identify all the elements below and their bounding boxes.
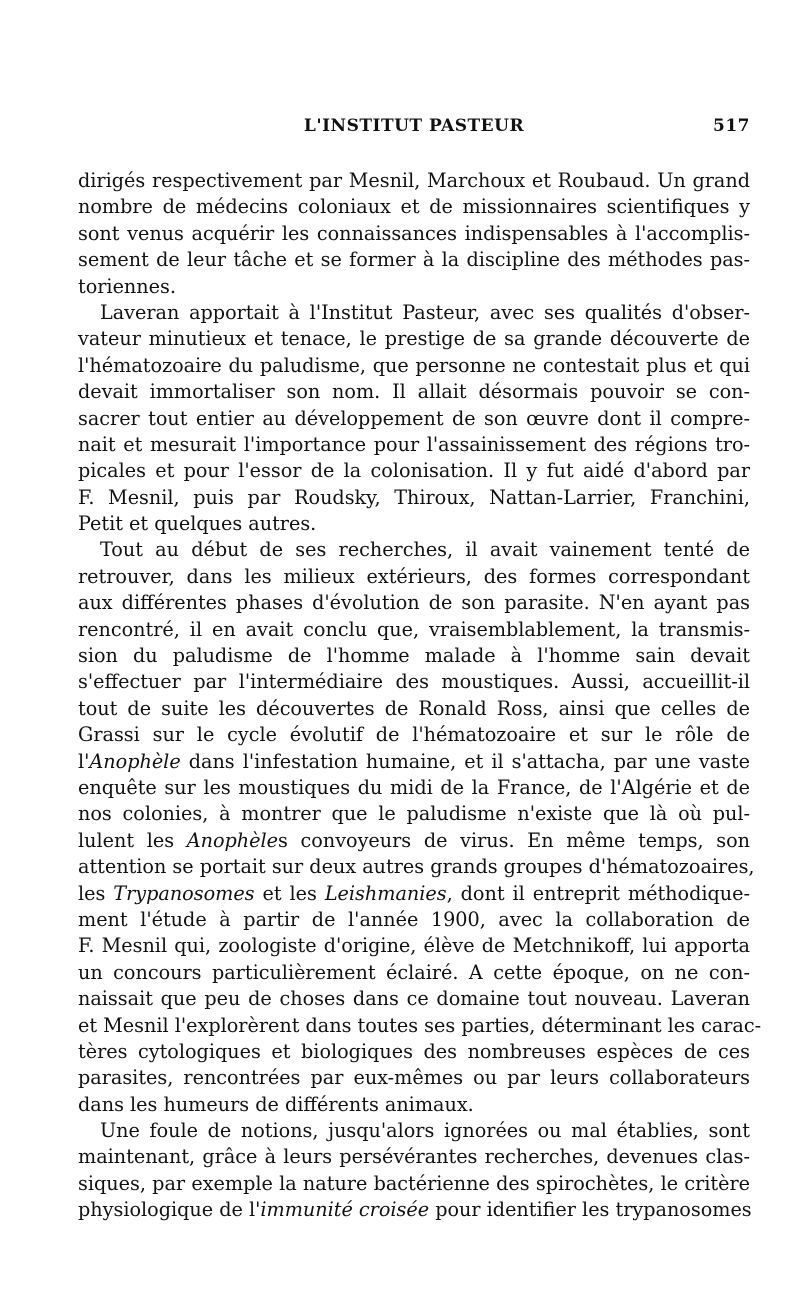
page-number: 517 (713, 116, 750, 136)
text-line: nombre de médecins coloniaux et de missionnaires scientifiques y (78, 195, 750, 219)
text-line: enquête sur les moustiques du midi de la France, de l'Algérie et de (78, 775, 750, 799)
text-line: attention se portait sur deux autres grands groupes d'hématozoaires, (78, 855, 755, 879)
running-title: L'INSTITUT PASTEUR (303, 116, 525, 136)
text-line: les Trypanosomes et les Leishmanies, dont il entreprit méthodique- (78, 881, 750, 905)
text-line: siques, par exemple la nature bactérienne des spirochètes, le critère (78, 1171, 750, 1195)
text-line: Petit et quelques autres. (78, 512, 317, 536)
text-line: ment l'étude à partir de l'année 1900, avec la collaboration de (78, 907, 750, 931)
text-line: Une foule de notions, jusqu'alors ignorées ou mal établies, sont (100, 1119, 750, 1143)
body-text (78, 168, 762, 1224)
running-header (78, 116, 750, 140)
text-line: devait immortaliser son nom. Il allait désormais pouvoir se con- (78, 380, 750, 404)
text-line: dans les humeurs de différents animaux. (78, 1092, 474, 1116)
text-line: picales et pour l'essor de la colonisation. Il y fut aidé d'abord par (78, 459, 750, 483)
text-line: aux différentes phases d'évolution de son parasite. N'en ayant pas (78, 591, 750, 615)
text-line: toriennes. (78, 274, 176, 298)
text-line: Grassi sur le cycle évolutif de l'hématozoaire et sur le rôle de (78, 723, 750, 747)
text-line: sacrer tout entier au développement de son œuvre dont il compre- (78, 406, 750, 430)
text-line: l'Anophèle dans l'infestation humaine, et il s'attacha, par une vaste (78, 749, 750, 773)
text-line: rencontré, il en avait conclu que, vraisemblablement, la transmis- (78, 617, 750, 641)
text-line: nos colonies, à montrer que le paludisme n'existe que là où pul- (78, 802, 750, 826)
text-line: Tout au début de ses recherches, il avait vainement tenté de (100, 538, 750, 562)
text-line: s'effectuer par l'intermédiaire des moustiques. Aussi, accueillit-il (78, 670, 750, 694)
text-line: lulent les Anophèles convoyeurs de virus. En même temps, son (78, 828, 750, 852)
text-line: physiologique de l'immunité croisée pour identifier les trypanosomes (78, 1198, 752, 1222)
text-line: retrouver, dans les milieux extérieurs, des formes correspondant (78, 564, 750, 588)
text-line: Laveran apportait à l'Institut Pasteur, avec ses qualités d'obser- (100, 300, 750, 324)
text-line: maintenant, grâce à leurs persévérantes recherches, devenues clas- (78, 1145, 750, 1169)
text-line: l'hématozoaire du paludisme, que personne ne contestait plus et qui (78, 353, 750, 377)
text-line: F. Mesnil qui, zoologiste d'origine, élève de Metchnikoff, lui apporta (78, 934, 750, 958)
text-line: naissait que peu de choses dans ce domaine tout nouveau. Laveran (78, 987, 750, 1011)
text-line: tères cytologiques et biologiques des nombreuses espèces de ces (78, 1039, 750, 1063)
text-line: F. Mesnil, puis par Roudsky, Thiroux, Nattan-Larrier, Franchini, (78, 485, 750, 509)
text-line: un concours particulièrement éclairé. A cette époque, on ne con- (78, 960, 750, 984)
text-line: parasites, rencontrées par eux-mêmes ou par leurs collaborateurs (78, 1066, 750, 1090)
text-line: sont venus acquérir les connaissances indispensables à l'accomplis- (78, 221, 750, 245)
text-line: dirigés respectivement par Mesnil, Marchoux et Roubaud. Un grand (78, 169, 750, 192)
text-line: sion du paludisme de l'homme malade à l'homme sain devait (78, 644, 750, 668)
text-line: sement de leur tâche et se former à la discipline des méthodes pas- (78, 248, 750, 272)
text-line: tout de suite les découvertes de Ronald Ross, ainsi que celles de (78, 696, 750, 720)
text-line: et Mesnil l'explorèrent dans toutes ses parties, déterminant les carac- (78, 1013, 762, 1037)
text-line: vateur minutieux et tenace, le prestige de sa grande découverte de (78, 327, 750, 351)
text-line: nait et mesurait l'importance pour l'assainissement des régions tro- (78, 432, 750, 456)
